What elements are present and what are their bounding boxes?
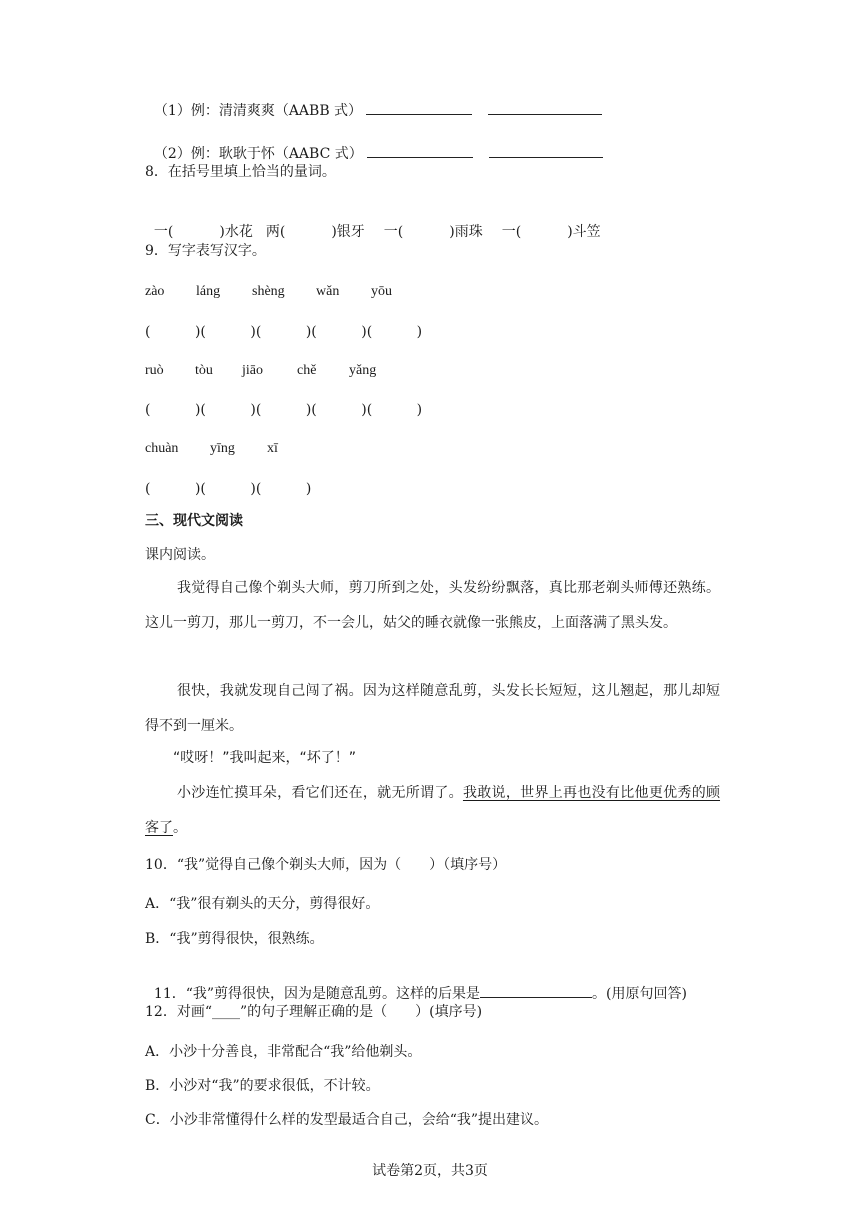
pinyin: ruò: [145, 363, 164, 378]
q7-item-2-text: （2）例：耿耿于怀（AABC 式）: [153, 146, 363, 162]
q9-title: 9．写字表写汉字。: [145, 243, 266, 259]
q8-item: )雨珠: [449, 224, 483, 240]
passage-paragraph-3: “哎呀！”我叫起来，“坏了！”: [173, 750, 357, 766]
answer-blank[interactable]: [367, 143, 473, 158]
pinyin: zào: [145, 284, 165, 299]
answer-blank[interactable]: [488, 100, 602, 115]
q11: [145, 963, 687, 1004]
q7-item-2: [145, 123, 603, 164]
q8-item: )银牙: [331, 224, 365, 240]
q7-item-1-text: （1）例：清清爽爽（AABB 式）: [153, 103, 363, 119]
q10-title: 10．“我”觉得自己像个剃头大师，因为（ ）（填序号）: [145, 857, 507, 873]
q7-item-1: [145, 80, 602, 121]
passage-paragraph-1: 我觉得自己像个剃头大师，剪刀所到之处，头发纷纷飘落，真比那老剃头师傅还熟练。这儿一剪刀，那儿一剪刀，不一会儿，姑父的睡衣就像一张熊皮，上面落满了黑头发。: [145, 580, 720, 631]
section-subtitle: 课内阅读。: [145, 547, 215, 563]
q10-option-b: B．“我”剪得很快，很熟练。: [145, 931, 324, 947]
pinyin: láng: [196, 284, 221, 299]
pinyin: tòu: [195, 363, 213, 378]
answer-blank[interactable]: [366, 100, 472, 115]
q8-item: 一(: [501, 224, 522, 240]
pinyin: chuàn: [145, 441, 179, 456]
section-title: 三、现代文阅读: [145, 513, 243, 529]
q8-item: 一(: [383, 224, 404, 240]
q11-end: 。(用原句回答): [592, 986, 687, 1002]
bracket-row-2[interactable]: ( )( )( )( )( ): [145, 402, 423, 418]
passage-paragraph-2: 很快，我就发现自己闯了祸。因为这样随意乱剪，头发长长短短，这儿翘起，那儿却短得不到一厘米。: [145, 683, 720, 734]
passage-text: 。: [173, 819, 187, 836]
answer-blank[interactable]: [489, 143, 603, 158]
bracket-row-1[interactable]: ( )( )( )( )( ): [145, 324, 423, 340]
page-footer: 试卷第2页，共3页: [372, 1163, 488, 1179]
q10-option-a: A．“我”很有剃头的天分，剪得很好。: [145, 896, 380, 912]
pinyin-row-1: [145, 282, 421, 302]
pinyin: jiāo: [242, 363, 263, 378]
q8-item: )斗笠: [567, 224, 601, 240]
q8-item: )水花: [219, 224, 253, 240]
underlined-sentence: 我敢说，世界上再也没有比他更优秀的顾客了: [145, 785, 721, 836]
q8-items: [145, 202, 601, 242]
pinyin: xī: [267, 441, 278, 456]
q12-title: 12．对画“____”的句子理解正确的是（ ）(填序号): [145, 1004, 483, 1020]
pinyin: yǎng: [349, 363, 377, 378]
passage-text: 小沙连忙摸耳朵，看它们还在，就无所谓了。: [177, 785, 463, 801]
q12-option-a: A．小沙十分善良，非常配合“我”给他剃头。: [145, 1044, 422, 1060]
pinyin: wǎn: [316, 284, 340, 299]
pinyin: chě: [297, 363, 317, 378]
q8-item: 一(: [153, 224, 174, 240]
pinyin: yōu: [371, 284, 392, 299]
q8-title: 8．在括号里填上恰当的量词。: [145, 164, 336, 180]
pinyin: yīng: [210, 441, 235, 456]
q12-option-b: B．小沙对“我”的要求很低，不计较。: [145, 1078, 380, 1094]
bracket-row-3[interactable]: ( )( )( ): [145, 481, 312, 497]
passage-paragraph-4: [145, 776, 720, 845]
pinyin-row-2: [145, 361, 399, 381]
answer-blank[interactable]: [480, 983, 592, 998]
pinyin: shèng: [252, 284, 285, 299]
q11-text: 11．“我”剪得很快，因为是随意乱剪。这样的后果是: [153, 986, 481, 1002]
q12-option-c: C．小沙非常懂得什么样的发型最适合自己，会给“我”提出建议。: [145, 1112, 549, 1128]
q8-item: 两(: [265, 224, 286, 240]
pinyin-row-3: [145, 439, 307, 459]
